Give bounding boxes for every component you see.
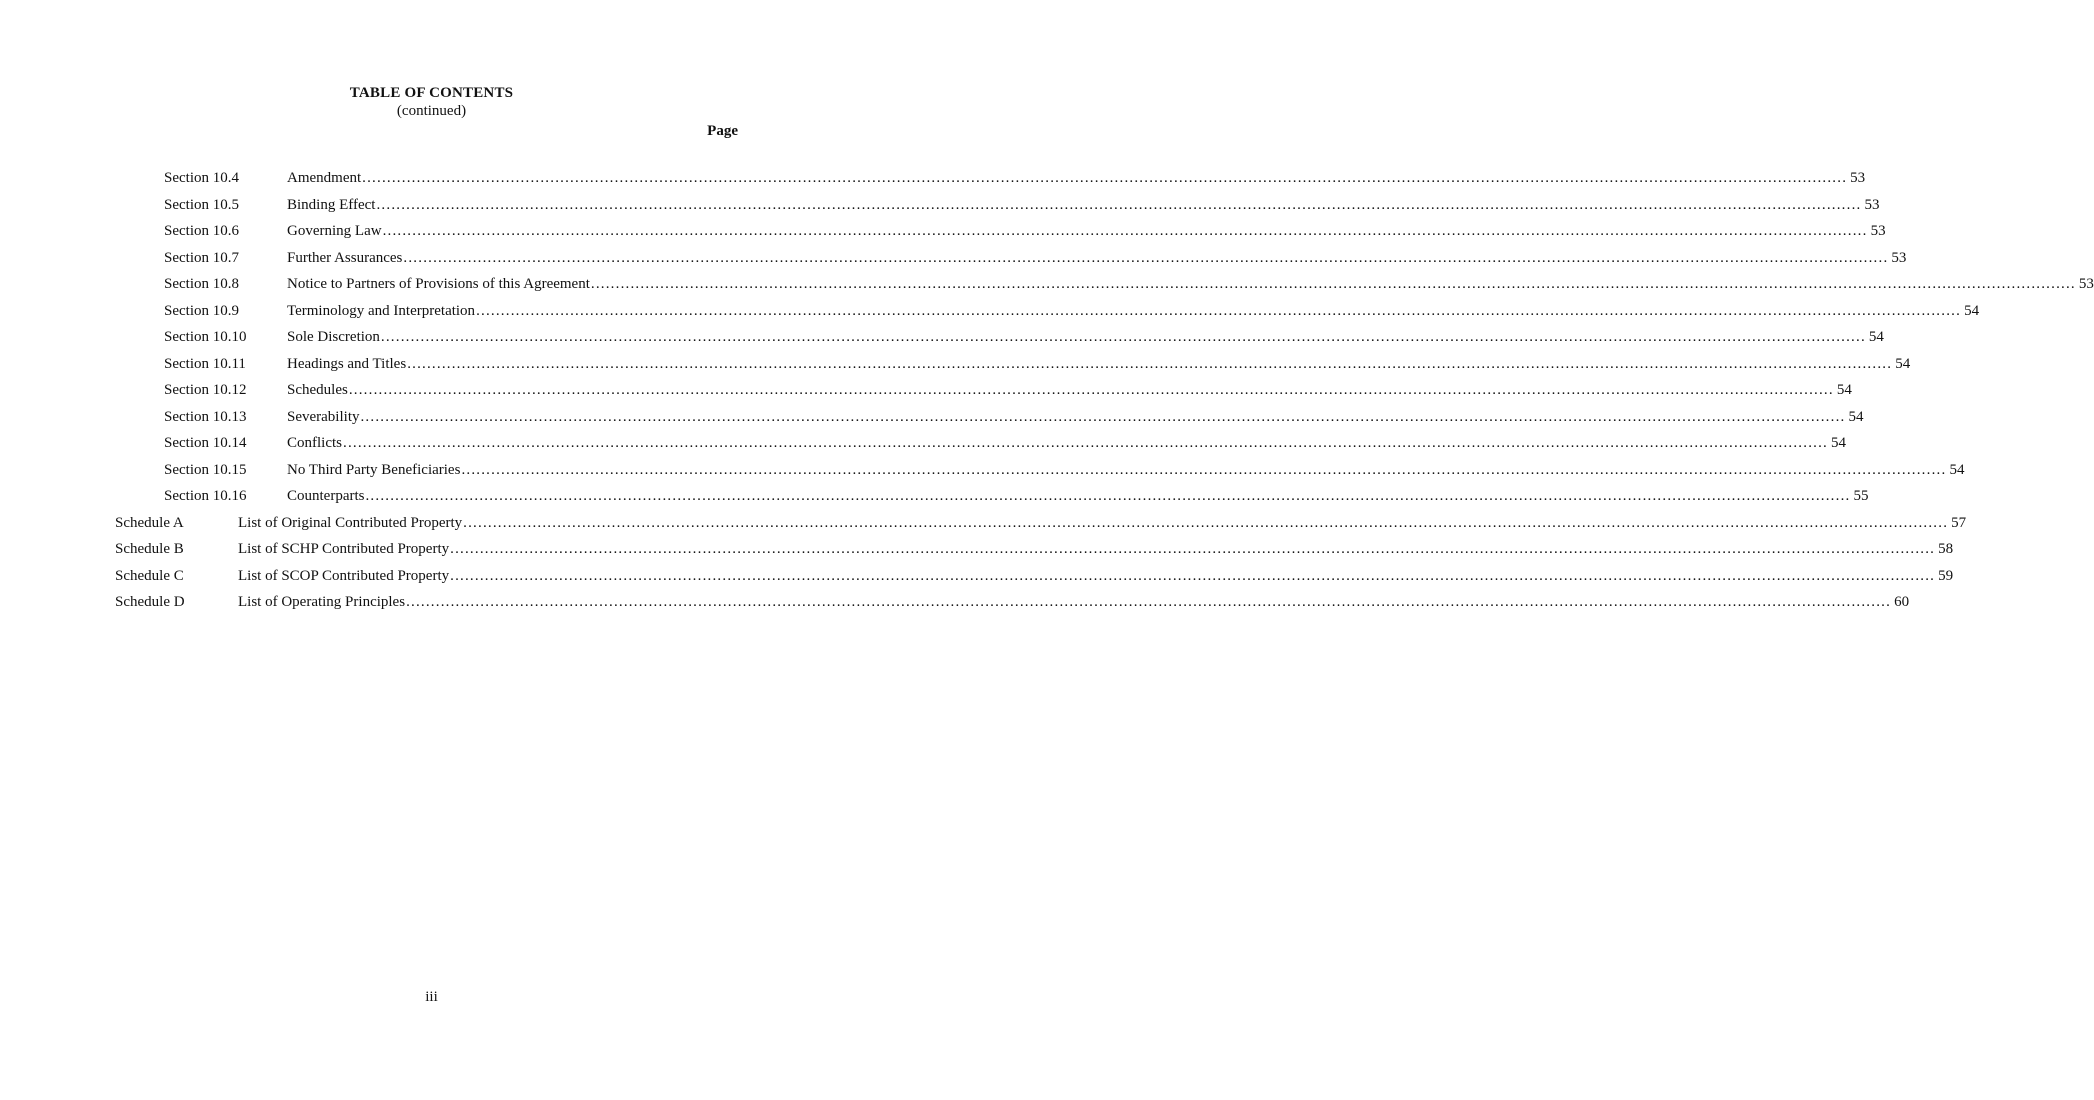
toc-section-label: Section 10.4 [164,170,239,186]
dot-leader: ............................................................................................................................................................................................................................................................................................................ [403,249,1889,266]
toc-entry [287,408,1864,426]
page-column-label: Page [707,123,738,139]
toc-entry [287,461,1965,479]
toc-entry-page-number: 54 [1848,408,1864,425]
toc-entry-title: Governing Law [287,223,382,239]
toc-entry-title: List of SCOP Contributed Property [238,567,450,584]
toc-section-label: Section 10.5 [164,196,239,213]
toc-schedule-label: Schedule A [115,514,184,531]
toc-title: TABLE OF CONTENTS [349,85,514,101]
toc-schedule-row [0,514,1967,535]
toc-entry [287,276,2094,293]
toc-section-row [0,249,1907,270]
toc-entry-page-number: 54 [1868,329,1884,345]
dot-leader: ............................................................................................................................................................................................................................................................................................................ [407,355,1893,372]
dot-leader: ............................................................................................................................................................................................................................................................................................................ [380,329,1866,345]
toc-entry-title: Sole Discretion [287,329,380,345]
toc-entry-page-number: 53 [1864,196,1880,213]
toc-entry [287,223,1886,240]
toc-section-row [0,461,1965,482]
toc-section-row [0,408,1864,429]
toc-entry-title: Conflicts [287,435,342,451]
toc-entry-title: Counterparts [287,488,365,504]
toc-entry [287,249,1907,267]
dot-leader: ............................................................................................................................................................................................................................................................................................................ [450,541,1936,557]
toc-entry [287,488,1869,505]
toc-section-label: Section 10.6 [164,223,239,239]
toc-entry-title: Terminology and Interpretation [287,302,476,319]
toc-schedule-row [0,541,1954,561]
footer-page-number: iii [425,989,438,1005]
toc-entry-page-number: 59 [1938,567,1954,584]
toc-section-row [0,170,1866,190]
toc-entry [238,514,1967,532]
toc-entry-page-number: 53 [1891,249,1907,266]
dot-leader: ............................................................................................................................................................................................................................................................................................................ [343,435,1828,451]
toc-entry-title: Notice to Partners of Provisions of this Agreement [287,276,590,292]
toc-entry [238,594,1910,611]
dot-leader: ............................................................................................................................................................................................................................................................................................................ [376,196,1862,213]
toc-entry-title: List of Operating Principles [238,594,406,610]
toc-entry [238,541,1954,558]
dot-leader: ............................................................................................................................................................................................................................................................................................................ [406,594,1892,610]
toc-entry [238,567,1954,585]
toc-section-label: Section 10.13 [164,408,247,425]
toc-entry [287,382,1852,399]
toc-entry [287,355,1911,373]
dot-leader: ............................................................................................................................................................................................................................................................................................................ [476,302,1962,319]
toc-subtitle: (continued) [396,103,467,119]
toc-section-row [0,488,1869,508]
toc-entry [287,329,1884,346]
toc-entry-title: Further Assurances [287,249,403,266]
toc-section-label: Section 10.16 [164,488,247,504]
toc-entry-title: List of SCHP Contributed Property [238,541,450,557]
toc-entry-title: Binding Effect [287,196,376,213]
toc-schedule-label: Schedule D [115,594,185,610]
toc-section-label: Section 10.10 [164,329,247,345]
dot-leader: ............................................................................................................................................................................................................................................................................................................ [360,408,1846,425]
toc-entry-page-number: 53 [1850,170,1866,186]
dot-leader: ............................................................................................................................................................................................................................................................................................................ [362,170,1848,186]
dot-leader: ............................................................................................................................................................................................................................................................................................................ [365,488,1851,504]
toc-entry-page-number: 55 [1853,488,1869,504]
dot-leader: ............................................................................................................................................................................................................................................................................................................ [382,223,1868,239]
toc-schedule-label: Schedule C [115,567,184,584]
toc-section-row [0,276,2094,296]
dot-leader: ............................................................................................................................................................................................................................................................................................................ [348,382,1834,398]
toc-entry-page-number: 57 [1951,514,1967,531]
toc-entry [287,170,1866,187]
toc-section-label: Section 10.11 [164,355,246,372]
toc-entry-page-number: 53 [1870,223,1886,239]
toc-entry-page-number: 58 [1938,541,1954,557]
toc-entry-title: List of Original Contributed Property [238,514,463,531]
toc-section-label: Section 10.14 [164,435,247,451]
dot-leader: ............................................................................................................................................................................................................................................................................................................ [450,567,1936,584]
toc-section-label: Section 10.12 [164,382,247,398]
toc-entry-title: Schedules [287,382,348,398]
toc-entry [287,302,1980,320]
toc-entry [287,196,1880,214]
toc-entry-title: No Third Party Beneficiaries [287,461,461,478]
toc-section-label: Section 10.7 [164,249,239,266]
toc-section-label: Section 10.15 [164,461,247,478]
toc-entry-page-number: 60 [1894,594,1910,610]
toc-section-row [0,355,1911,376]
toc-entry-page-number: 53 [2078,276,2094,292]
toc-section-row [0,302,1980,323]
toc-entry-title: Headings and Titles [287,355,407,372]
toc-entry-page-number: 54 [1949,461,1965,478]
toc-entry-title: Amendment [287,170,362,186]
toc-entry-page-number: 54 [1831,435,1846,451]
toc-section-label: Section 10.9 [164,302,239,319]
toc-entry-page-number: 54 [1895,355,1911,372]
toc-entry [287,435,1846,452]
toc-entry-page-number: 54 [1836,382,1852,398]
toc-section-row [0,435,1846,455]
toc-section-row [0,196,1880,217]
toc-section-row [0,382,1852,402]
toc-entry-page-number: 54 [1964,302,1980,319]
toc-section-label: Section 10.8 [164,276,239,292]
dot-leader: ............................................................................................................................................................................................................................................................................................................ [463,514,1949,531]
toc-schedule-row [0,567,1954,588]
toc-section-row [0,223,1886,243]
toc-schedule-label: Schedule B [115,541,184,557]
toc-schedule-row [0,594,1910,614]
toc-entry-title: Severability [287,408,360,425]
toc-section-row [0,329,1884,349]
dot-leader: ............................................................................................................................................................................................................................................................................................................ [590,276,2076,292]
dot-leader: ............................................................................................................................................................................................................................................................................................................ [461,461,1947,478]
